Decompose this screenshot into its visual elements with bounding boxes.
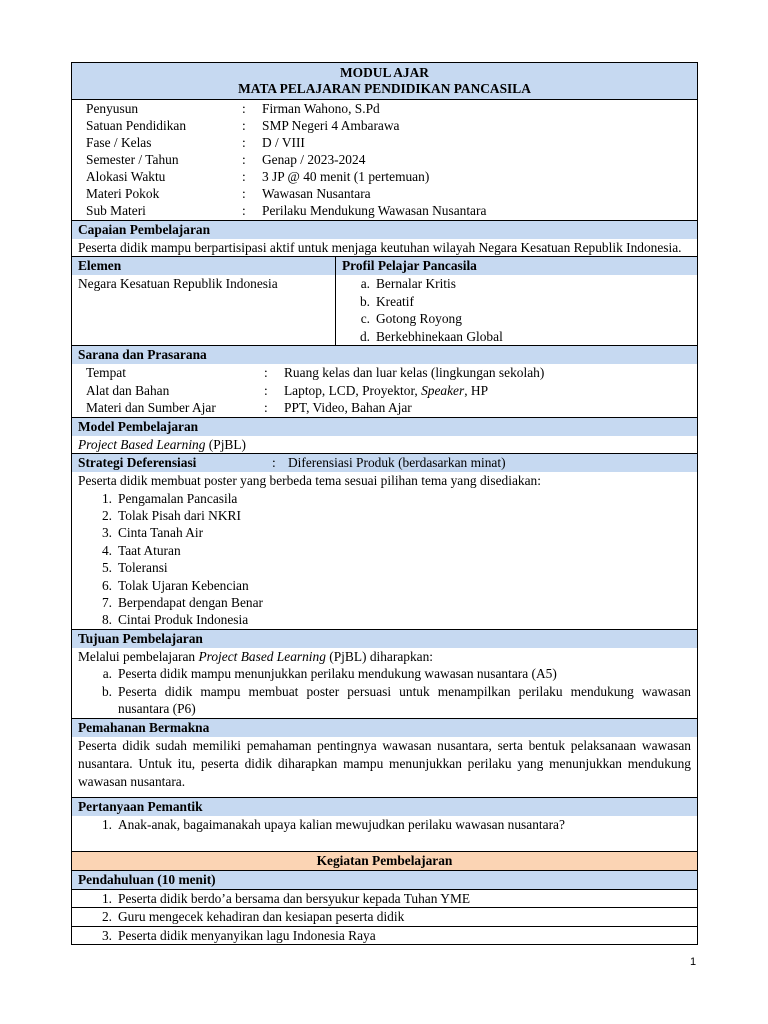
sarana-row: Alat dan Bahan : Laptop, LCD, Proyektor, Speaker, HP	[86, 382, 489, 398]
tema-item: 3. Cinta Tanah Air	[101, 525, 204, 541]
strategi-intro: Peserta didik membuat poster yang berbeda tema sesuai pilihan tema yang disediakan:	[78, 473, 541, 489]
pendahuluan-item: 3. Peserta didik menyanyikan lagu Indonesia Raya	[72, 926, 697, 944]
tema-item: 7. Berpendapat dengan Benar	[101, 595, 264, 611]
elemen-profil-section	[71, 257, 698, 346]
tujuan-item: b. Peserta didik mampu membuat poster persuasi untuk menampilkan perilaku mendukung wawasan nusantara (P6)	[101, 683, 691, 717]
identity-section	[71, 100, 698, 221]
pertanyaan-heading: Pertanyaan Pemantik	[72, 798, 697, 816]
tujuan-intro: Melalui pembelajaran Project Based Learning (PjBL) diharapkan:	[78, 648, 434, 664]
profil-heading: Profil Pelajar Pancasila	[336, 257, 697, 275]
sarana-row: Tempat : Ruang kelas dan luar kelas (lingkungan sekolah)	[86, 365, 545, 381]
pemahaman-text: Peserta didik sudah memiliki pemahaman pentingnya wawasan nusantara, serta bentuk pelaksanaan wawasan nusantara. Untuk itu, peserta didik diharapkan mampu menunjukkan perilaku yang menunjukkan mendukung wawasan nusantara.	[78, 737, 691, 789]
tujuan-item: a. Peserta didik mampu menunjukkan perilaku mendukung wawasan nusantara (A5)	[102, 666, 557, 682]
tema-item: 8. Cintai Produk Indonesia	[101, 612, 249, 628]
strategi-list	[72, 490, 697, 629]
profil-item: a. Bernalar Kritis	[360, 276, 456, 292]
identity-row: Fase / Kelas : D / VIII	[86, 135, 305, 150]
model-section	[71, 418, 698, 454]
pendahuluan-item: 1. Peserta didik berdo’a bersama dan bersyukur kepada Tuhan YME	[72, 889, 697, 907]
identity-row: Satuan Pendidikan : SMP Negeri 4 Ambarawa	[86, 118, 400, 133]
pertanyaan-item: 1. Anak-anak, bagaimanakah upaya kalian mewujudkan perilaku wawasan nusantara?	[101, 816, 565, 832]
pemahaman-section	[71, 719, 698, 798]
profil-item: c. Gotong Royong	[360, 311, 462, 327]
model-value: Project Based Learning (PjBL)	[78, 436, 246, 452]
identity-row: Semester / Tahun : Genap / 2023-2024	[86, 152, 366, 167]
elemen-heading: Elemen	[72, 257, 336, 275]
sarana-heading: Sarana dan Prasarana	[72, 346, 697, 364]
document-title: MODUL AJAR	[340, 65, 429, 80]
document-subtitle: MATA PELAJARAN PENDIDIKAN PANCASILA	[238, 81, 531, 96]
strategi-section	[71, 454, 698, 630]
profil-list	[336, 275, 697, 345]
strategi-heading: Strategi Deferensiasi	[78, 455, 197, 471]
pendahuluan-item: 2. Guru mengecek kehadiran dan kesiapan peserta didik	[72, 907, 697, 925]
kegiatan-section	[71, 852, 698, 945]
pertanyaan-list	[72, 816, 697, 851]
capaian-heading: Capaian Pembelajaran	[72, 221, 697, 239]
pendahuluan-list	[72, 889, 697, 944]
sarana-row: Materi dan Sumber Ajar : PPT, Video, Bahan Ajar	[86, 400, 412, 416]
tema-item: 5. Toleransi	[101, 560, 168, 576]
model-heading: Model Pembelajaran	[72, 418, 697, 436]
kegiatan-heading: Kegiatan Pembelajaran	[72, 852, 697, 870]
strategi-value: Diferensiasi Produk (berdasarkan minat)	[288, 455, 506, 471]
page-number: 1	[690, 956, 697, 968]
tema-item: 4. Taat Aturan	[101, 542, 181, 558]
sarana-section	[71, 346, 698, 418]
identity-row: Materi Pokok : Wawasan Nusantara	[86, 186, 371, 201]
tema-item: 1. Pengamalan Pancasila	[101, 490, 238, 506]
modul-ajar-document	[71, 62, 698, 945]
capaian-section	[71, 221, 698, 257]
identity-row: Penyusun : Firman Wahono, S.Pd	[86, 101, 380, 116]
identity-row: Sub Materi : Perilaku Mendukung Wawasan Nusantara	[86, 203, 487, 218]
tema-item: 2. Tolak Pisah dari NKRI	[101, 508, 241, 524]
profil-item: d. Berkebhinekaan Global	[359, 328, 503, 344]
capaian-text: Peserta didik mampu berpartisipasi aktif untuk menjaga keutuhan wilayah Negara Kesatuan Republik Indonesia.	[78, 240, 682, 255]
pertanyaan-section	[71, 798, 698, 852]
tujuan-heading: Tujuan Pembelajaran	[72, 630, 697, 648]
tujuan-list	[72, 665, 697, 717]
tema-item: 6. Tolak Ujaran Kebencian	[101, 577, 249, 593]
elemen-value: Negara Kesatuan Republik Indonesia	[72, 275, 336, 345]
profil-item: b. Kreatif	[359, 293, 414, 309]
strategi-heading-row: Strategi Deferensiasi : Diferensiasi Produk (berdasarkan minat)	[72, 454, 697, 472]
title-block	[71, 62, 698, 100]
identity-row: Alokasi Waktu : 3 JP @ 40 menit (1 pertemuan)	[86, 169, 430, 184]
pemahaman-heading: Pemahanan Bermakna	[72, 719, 697, 737]
tujuan-section	[71, 630, 698, 719]
pendahuluan-heading: Pendahuluan (10 menit)	[72, 870, 697, 889]
